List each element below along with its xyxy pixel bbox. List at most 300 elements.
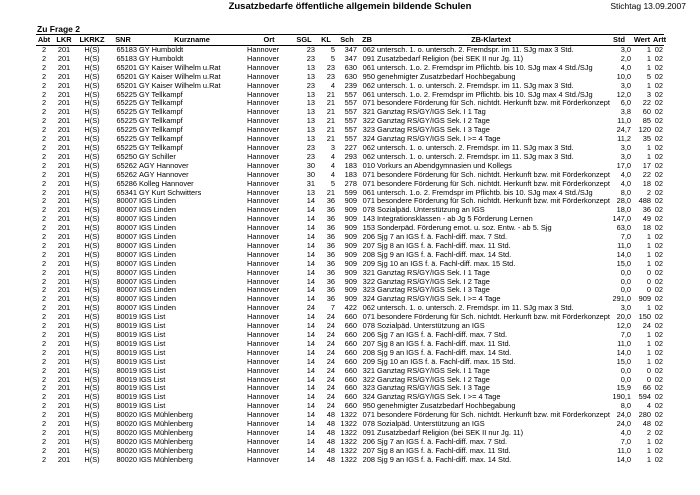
col-artt-cell: 02 [654, 116, 663, 126]
col-zb-klartext-cell: Sjg 10 an IGS f. ä. Fachl-diff. max. 15 Std. [377, 356, 516, 366]
col-lkr-cell: 201 [57, 392, 71, 402]
col-wert-cell: 0 [646, 276, 651, 286]
col-zb-cell: 071 [362, 196, 375, 206]
col-abt-cell: 2 [41, 45, 47, 54]
col-lkr-cell: 201 [57, 223, 71, 233]
col-std-cell: 24,0 [616, 419, 631, 429]
column-header-zb: ZB [358, 35, 376, 46]
col-ort-cell: Hannover [247, 98, 280, 108]
col-sgl-cell: 14 [306, 436, 315, 446]
col-std-cell: 0,0 [620, 276, 631, 286]
col-sch-cell: 557 [344, 125, 357, 135]
col-snr-cell: 65201 [116, 62, 137, 72]
col-kurzname-cell: GY Humboldt [139, 45, 184, 54]
col-ort-cell: Hannover [247, 142, 280, 152]
col-snr-cell: 65262 [116, 160, 137, 170]
col-sch-cell: 660 [344, 401, 357, 411]
col-snr-cell: 80019 [116, 374, 137, 384]
col-abt-cell: 2 [41, 365, 47, 375]
col-sch-cell: 1322 [340, 445, 357, 455]
col-lkrkz-cell: H(S) [84, 356, 100, 366]
col-wert-cell: 150 [638, 312, 651, 322]
col-abt-cell: 2 [41, 401, 47, 411]
col-kl-cell: 24 [326, 383, 335, 393]
col-std-cell: 3,8 [620, 107, 631, 117]
col-sch-cell: 660 [344, 347, 357, 357]
col-snr-cell: 65225 [116, 142, 137, 152]
col-ort-cell: Hannover [247, 53, 280, 63]
col-lkr-cell: 201 [57, 178, 71, 188]
col-kl-cell: 24 [326, 401, 335, 411]
col-lkr-cell: 201 [57, 312, 71, 322]
col-sch-cell: 599 [344, 187, 357, 197]
col-kurzname-cell: Kolleg Hannover [139, 178, 194, 188]
col-sgl-cell: 14 [306, 249, 315, 259]
column-header-artt: Artt [653, 34, 667, 44]
col-ort-cell: Hannover [247, 134, 280, 144]
col-lkrkz-cell: H(S) [84, 151, 100, 161]
col-wert-cell: 1 [646, 142, 651, 152]
col-abt-cell: 2 [41, 445, 47, 455]
col-zb-klartext-cell: Ganztag RS/GY/IGS Sek. I 1 Tage [377, 365, 490, 375]
col-std-cell: 291,0 [612, 294, 631, 304]
col-lkr-cell: 201 [57, 258, 71, 268]
col-zb-cell: 206 [362, 330, 375, 339]
col-lkr-cell: 201 [57, 338, 71, 348]
col-sch-cell: 1322 [340, 454, 357, 464]
col-wert-cell: 1 [646, 80, 651, 90]
col-wert-cell: 594 [638, 392, 651, 402]
col-zb-klartext-cell: Ganztag RS/GY/IGS Sek. I 2 Tage [377, 276, 490, 286]
col-wert-cell: 17 [642, 160, 651, 170]
col-kl-cell: 24 [326, 365, 335, 375]
col-lkr-cell: 201 [57, 71, 71, 81]
col-zb-cell: 062 [362, 80, 375, 90]
col-sch-cell: 557 [344, 89, 357, 99]
col-kurzname-cell: GY Tellkampf [139, 98, 183, 108]
col-ort-cell: Hannover [247, 151, 280, 161]
column-header-snr: SNR [108, 35, 138, 46]
col-artt-cell: 02 [654, 338, 663, 348]
col-artt-cell: 02 [654, 249, 663, 259]
col-ort-cell: Hannover [247, 125, 280, 135]
col-abt-cell: 2 [41, 294, 47, 304]
col-zb-cell: 206 [362, 232, 375, 242]
col-wert-cell: 1 [646, 303, 651, 313]
col-artt-cell: 02 [654, 365, 663, 375]
col-lkr-cell: 201 [57, 285, 71, 295]
col-snr-cell: 80007 [116, 249, 137, 259]
col-kurzname-cell: GY Kaiser Wilhelm u.Rat [139, 71, 221, 81]
col-kl-cell: 21 [326, 98, 335, 108]
col-artt-cell: 02 [654, 125, 663, 135]
col-ort-cell: Hannover [247, 249, 280, 259]
col-snr-cell: 65201 [116, 71, 137, 81]
col-std-cell: 15,0 [616, 258, 631, 268]
col-artt-cell: 02 [654, 285, 663, 295]
col-artt-cell: 02 [654, 410, 663, 420]
col-sch-cell: 293 [344, 151, 357, 161]
col-artt-cell: 02 [654, 330, 663, 339]
col-std-cell: 14,0 [616, 249, 631, 259]
col-kl-cell: 24 [326, 312, 335, 322]
col-ort-cell: Hannover [247, 445, 280, 455]
col-std-cell: 8,0 [620, 401, 631, 411]
col-kl-cell: 36 [326, 267, 335, 277]
col-ort-cell: Hannover [247, 321, 280, 331]
col-kl-cell: 48 [326, 419, 335, 429]
column-header-sch: Sch [336, 35, 358, 46]
col-artt-cell: 02 [654, 276, 663, 286]
col-std-cell: 28,0 [616, 196, 631, 206]
col-sch-cell: 909 [344, 285, 357, 295]
col-lkr-cell: 201 [57, 169, 71, 179]
col-kurzname-cell: IGS Linden [139, 258, 176, 268]
col-kurzname-cell: GY Kaiser Wilhelm u.Rat [139, 80, 221, 90]
column-header-kurzname: Kurzname [138, 35, 246, 46]
col-sch-cell: 557 [344, 134, 357, 144]
col-kl-cell: 21 [326, 107, 335, 117]
col-kl-cell: 5 [330, 53, 335, 63]
col-zb-cell: 207 [362, 445, 375, 455]
col-snr-cell: 80007 [116, 258, 137, 268]
col-kl-cell: 48 [326, 410, 335, 420]
col-kl-cell: 21 [326, 116, 335, 126]
col-lkr-cell: 201 [57, 240, 71, 250]
col-sch-cell: 909 [344, 196, 357, 206]
col-ort-cell: Hannover [247, 285, 280, 295]
col-std-cell: 11,0 [617, 445, 631, 455]
col-abt-cell: 2 [41, 267, 47, 277]
col-snr-cell: 80019 [116, 338, 137, 348]
col-zb-klartext-cell: Sjg 10 an IGS f. ä. Fachl-diff. max. 15 Std. [377, 258, 516, 268]
col-lkrkz-cell: H(S) [84, 80, 100, 90]
col-wert-cell: 22 [642, 98, 651, 108]
col-abt-cell: 2 [41, 303, 47, 313]
col-lkr-cell: 201 [57, 419, 71, 429]
col-sch-cell: 660 [344, 330, 357, 339]
col-lkr-cell: 201 [57, 98, 71, 108]
col-sgl-cell: 30 [306, 169, 315, 179]
col-abt-cell: 2 [41, 89, 47, 99]
col-kl-cell: 36 [326, 249, 335, 259]
col-zb-cell: 071 [362, 410, 375, 420]
col-zb-klartext-cell: Ganztag RS/GY/IGS Sek. I 3 Tage [377, 383, 490, 393]
table-body [36, 46, 664, 465]
col-snr-cell: 65183 [116, 45, 137, 54]
col-zb-cell: 143 [362, 214, 375, 224]
col-lkrkz-cell: H(S) [84, 267, 100, 277]
col-lkr-cell: 201 [57, 321, 71, 331]
col-snr-cell: 80019 [116, 312, 137, 322]
col-lkr-cell: 201 [57, 454, 71, 464]
col-wert-cell: 488 [638, 196, 651, 206]
col-kurzname-cell: GY Tellkampf [139, 107, 183, 117]
col-ort-cell: Hannover [247, 71, 280, 81]
col-snr-cell: 80019 [116, 321, 137, 331]
col-sch-cell: 1322 [340, 419, 357, 429]
col-lkrkz-cell: H(S) [84, 71, 100, 81]
col-wert-cell: 1 [646, 45, 651, 54]
col-zb-klartext-cell: Ganztag RS/GY/IGS Sek. I >= 4 Tage [377, 294, 501, 304]
col-wert-cell: 1 [646, 232, 651, 242]
col-kurzname-cell: GY Tellkampf [139, 116, 183, 126]
col-snr-cell: 80019 [116, 330, 137, 339]
col-lkr-cell: 201 [57, 249, 71, 259]
col-lkrkz-cell: H(S) [84, 53, 100, 63]
col-ort-cell: Hannover [247, 89, 280, 99]
col-snr-cell: 80007 [116, 240, 137, 250]
col-zb-klartext-cell: untersch. 1.o. 2. Fremdspr im Pflichtb. bis 10. SJg max 4 Std./SJg [377, 187, 593, 197]
col-kurzname-cell: IGS Linden [139, 196, 176, 206]
col-abt-cell: 2 [41, 107, 47, 117]
col-lkr-cell: 201 [57, 80, 71, 90]
col-lkrkz-cell: H(S) [84, 312, 100, 322]
col-lkr-cell: 201 [57, 445, 71, 455]
col-abt-cell: 2 [41, 347, 47, 357]
col-kurzname-cell: AGY Hannover [139, 160, 189, 170]
col-sgl-cell: 13 [306, 116, 315, 126]
col-zb-cell: 062 [362, 151, 375, 161]
col-lkrkz-cell: H(S) [84, 214, 100, 224]
col-lkrkz-cell: H(S) [84, 249, 100, 259]
col-std-cell: 3,0 [620, 151, 631, 161]
column-header-sgl: SGL [292, 35, 316, 46]
col-lkr-cell: 201 [57, 205, 71, 215]
col-lkrkz-cell: H(S) [84, 98, 100, 108]
col-zb-klartext-cell: Zusatzbedarf Religion (bei SEK II nur Jg. 11) [377, 53, 524, 63]
col-lkrkz-cell: H(S) [84, 374, 100, 384]
col-wert-cell: 3 [646, 89, 651, 99]
page-header [0, 0, 700, 14]
col-zb-cell: 071 [362, 178, 375, 188]
col-kl-cell: 36 [326, 294, 335, 304]
col-lkr-cell: 201 [57, 356, 71, 366]
col-wert-cell: 4 [646, 401, 651, 411]
col-artt-cell: 02 [654, 205, 663, 215]
col-ort-cell: Hannover [247, 392, 280, 402]
col-kurzname-cell: GY Kurt Schwitters [139, 187, 202, 197]
col-zb-cell: 061 [362, 89, 375, 99]
col-kurzname-cell: IGS Linden [139, 249, 176, 259]
col-zb-cell: 322 [362, 374, 375, 384]
col-ort-cell: Hannover [247, 267, 280, 277]
col-wert-cell: 1 [646, 356, 651, 366]
col-snr-cell: 80007 [116, 276, 137, 286]
col-std-cell: 10,0 [616, 71, 631, 81]
col-sgl-cell: 14 [306, 205, 315, 215]
col-wert-cell: 49 [642, 214, 651, 224]
col-zb-cell: 153 [362, 223, 375, 233]
col-kurzname-cell: IGS List [139, 312, 166, 322]
col-ort-cell: Hannover [247, 294, 280, 304]
col-kurzname-cell: IGS Linden [139, 223, 176, 233]
col-artt-cell: 02 [654, 178, 663, 188]
col-sgl-cell: 14 [306, 285, 315, 295]
col-snr-cell: 65262 [116, 169, 137, 179]
col-kl-cell: 21 [326, 134, 335, 144]
col-zb-klartext-cell: Sjg 9 an IGS f. ä. Fachl-diff. max. 14 Std. [377, 249, 512, 259]
col-ort-cell: Hannover [247, 205, 280, 215]
col-abt-cell: 2 [41, 330, 47, 339]
col-ort-cell: Hannover [247, 410, 280, 420]
col-zb-klartext-cell: Sjg 8 an IGS f. ä. Fachl-diff. max. 11 Std. [377, 445, 511, 455]
col-abt-cell: 2 [41, 392, 47, 402]
col-lkr-cell: 201 [57, 107, 71, 117]
col-sgl-cell: 14 [306, 365, 315, 375]
col-wert-cell: 85 [642, 116, 651, 126]
col-sch-cell: 909 [344, 267, 357, 277]
col-sch-cell: 239 [344, 80, 357, 90]
col-snr-cell: 65225 [116, 116, 137, 126]
col-snr-cell: 80020 [116, 427, 137, 437]
col-kurzname-cell: IGS Linden [139, 276, 176, 286]
col-zb-klartext-cell: besondere Förderung für Sch. nichtdt. Herkunft bzw. mit Förderkonzept [377, 312, 610, 322]
col-lkrkz-cell: H(S) [84, 338, 100, 348]
col-snr-cell: 65201 [116, 80, 137, 90]
col-ort-cell: Hannover [247, 214, 280, 224]
col-snr-cell: 80020 [116, 410, 137, 420]
col-artt-cell: 02 [654, 312, 663, 322]
col-zb-cell: 323 [362, 383, 375, 393]
col-ort-cell: Hannover [247, 169, 280, 179]
col-kurzname-cell: IGS Mühlenberg [139, 427, 193, 437]
col-wert-cell: 0 [646, 267, 651, 277]
col-lkr-cell: 201 [57, 401, 71, 411]
col-ort-cell: Hannover [247, 178, 280, 188]
col-sgl-cell: 31 [306, 178, 315, 188]
col-zb-klartext-cell: Sozialpäd. Unterstützung an IGS [377, 321, 485, 331]
col-zb-cell: 321 [362, 267, 375, 277]
col-wert-cell: 1 [646, 347, 651, 357]
col-abt-cell: 2 [41, 410, 47, 420]
col-kurzname-cell: GY Tellkampf [139, 125, 183, 135]
col-ort-cell: Hannover [247, 240, 280, 250]
col-kurzname-cell: IGS Linden [139, 240, 176, 250]
col-artt-cell: 02 [654, 445, 663, 455]
col-lkr-cell: 201 [57, 276, 71, 286]
col-kurzname-cell: AGY Hannover [139, 169, 189, 179]
col-std-cell: 3,0 [620, 303, 631, 313]
col-snr-cell: 80019 [116, 383, 137, 393]
col-zb-cell: 061 [362, 187, 375, 197]
col-zb-cell: 324 [362, 392, 375, 402]
col-sgl-cell: 14 [306, 312, 315, 322]
column-header-std: Std [606, 35, 632, 46]
col-lkr-cell: 201 [57, 187, 71, 197]
col-std-cell: 12,0 [616, 89, 631, 99]
col-std-cell: 24,7 [616, 125, 631, 135]
col-sch-cell: 909 [344, 249, 357, 259]
col-zb-cell: 208 [362, 454, 375, 464]
col-std-cell: 15,0 [616, 356, 631, 366]
col-wert-cell: 1 [646, 436, 651, 446]
col-kurzname-cell: GY Humboldt [139, 53, 184, 63]
col-zb-klartext-cell: besondere Förderung für Sch. nichtdt. Herkunft bzw. mit Förderkonzept [377, 178, 610, 188]
col-zb-cell: 078 [362, 419, 375, 429]
col-lkrkz-cell: H(S) [84, 187, 100, 197]
col-zb-cell: 324 [362, 294, 375, 304]
col-wert-cell: 1 [646, 62, 651, 72]
col-sgl-cell: 13 [306, 98, 315, 108]
col-zb-cell: 062 [362, 303, 375, 313]
col-sch-cell: 909 [344, 232, 357, 242]
col-sgl-cell: 14 [306, 330, 315, 339]
col-lkrkz-cell: H(S) [84, 303, 100, 313]
col-wert-cell: 2 [646, 427, 651, 437]
col-std-cell: 3,0 [620, 45, 631, 54]
col-wert-cell: 18 [642, 178, 651, 188]
col-lkrkz-cell: H(S) [84, 196, 100, 206]
col-artt-cell: 02 [654, 258, 663, 268]
col-sgl-cell: 14 [306, 196, 315, 206]
col-sch-cell: 557 [344, 116, 357, 126]
col-lkr-cell: 201 [57, 232, 71, 242]
col-sch-cell: 1322 [340, 436, 357, 446]
col-sgl-cell: 23 [306, 151, 315, 161]
col-sgl-cell: 13 [306, 62, 315, 72]
col-ort-cell: Hannover [247, 116, 280, 126]
col-zb-cell: 071 [362, 169, 375, 179]
column-header-zb-klartext: ZB-Klartext [376, 35, 606, 46]
col-zb-klartext-cell: untersch. 1. o. untersch. 2. Fremdspr. im 11. SJg max 3 Std. [377, 142, 574, 152]
col-lkrkz-cell: H(S) [84, 107, 100, 117]
col-kl-cell: 24 [326, 374, 335, 384]
col-kl-cell: 3 [330, 142, 335, 152]
col-artt-cell: 02 [654, 89, 663, 99]
col-sch-cell: 909 [344, 258, 357, 268]
col-artt-cell: 02 [654, 436, 663, 446]
column-header-ort: Ort [246, 35, 292, 46]
col-zb-klartext-cell: Sjg 9 an IGS f. ä. Fachl-diff. max. 14 Std. [377, 347, 512, 357]
col-lkr-cell: 201 [57, 365, 71, 375]
col-sgl-cell: 14 [306, 356, 315, 366]
col-zb-klartext-cell: Ganztag RS/GY/IGS Sek. I >= 4 Tage [377, 134, 501, 144]
col-wert-cell: 1 [646, 53, 651, 63]
col-std-cell: 190,1 [612, 392, 631, 402]
col-kl-cell: 24 [326, 321, 335, 331]
col-abt-cell: 2 [41, 419, 47, 429]
col-sgl-cell: 14 [306, 374, 315, 384]
col-kurzname-cell: IGS Linden [139, 294, 176, 304]
col-sgl-cell: 14 [306, 338, 315, 348]
col-kurzname-cell: IGS Mühlenberg [139, 410, 193, 420]
col-sch-cell: 909 [344, 214, 357, 224]
col-zb-cell: 071 [362, 98, 375, 108]
col-sch-cell: 422 [344, 303, 357, 313]
col-abt-cell: 2 [41, 80, 47, 90]
col-sch-cell: 1322 [340, 410, 357, 420]
col-wert-cell: 1 [646, 258, 651, 268]
col-zb-klartext-cell: besondere Förderung für Sch. nichtdt. Herkunft bzw. mit Förderkonzept [377, 410, 610, 420]
col-snr-cell: 80019 [116, 365, 137, 375]
col-ort-cell: Hannover [247, 80, 280, 90]
col-artt-cell: 02 [654, 107, 663, 117]
col-sgl-cell: 13 [306, 89, 315, 99]
col-ort-cell: Hannover [247, 232, 280, 242]
col-kl-cell: 24 [326, 330, 335, 339]
col-sch-cell: 347 [344, 53, 357, 63]
col-wert-cell: 22 [642, 169, 651, 179]
col-zb-cell: 950 [362, 71, 375, 81]
col-ort-cell: Hannover [247, 401, 280, 411]
col-sgl-cell: 14 [306, 401, 315, 411]
col-zb-cell: 078 [362, 205, 375, 215]
col-sgl-cell: 14 [306, 445, 315, 455]
col-sgl-cell: 14 [306, 223, 315, 233]
col-lkrkz-cell: H(S) [84, 454, 100, 464]
col-zb-cell: 323 [362, 125, 375, 135]
